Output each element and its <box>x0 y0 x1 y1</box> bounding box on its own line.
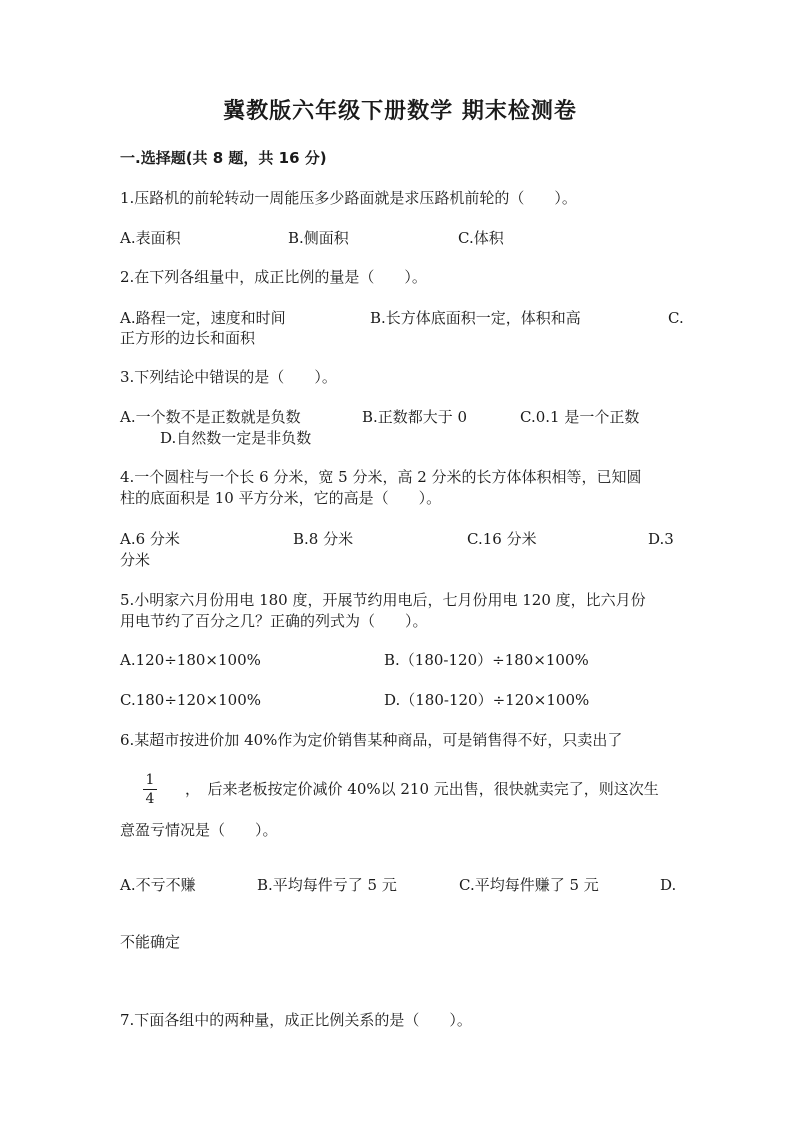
question-2-option-a: A.路程一定，速度和时间 <box>120 309 286 327</box>
question-2-option-c-label: C. <box>668 309 684 327</box>
question-3-option-b: B.正数都大于 0 <box>362 408 468 426</box>
question-3-option-a: A.一个数不是正数就是负数 <box>120 408 301 426</box>
question-4-option-d-label: D.3 <box>648 530 674 548</box>
question-1-option-a: A.表面积 <box>120 229 181 247</box>
fraction-denominator: 4 <box>145 791 155 807</box>
question-3-option-d: D.自然数一定是非负数 <box>160 429 312 447</box>
question-3-option-c: C.0.1 是一个正数 <box>520 408 640 426</box>
question-4-stem-line1: 4.一个圆柱与一个长 6 分米，宽 5 分米，高 2 分米的长方体体积相等，已知圆 <box>120 468 642 486</box>
question-6-option-d-label: D. <box>660 876 677 894</box>
question-2-stem: 2.在下列各组量中，成正比例的量是（ ）。 <box>120 268 427 286</box>
question-5-option-a: A.120÷180×100% <box>120 651 261 669</box>
question-2-option-c-text: 正方形的边长和面积 <box>120 329 256 347</box>
question-4-option-b: B.8 分米 <box>293 530 354 548</box>
question-5-option-d: D.（180-120）÷120×100% <box>384 691 590 709</box>
question-1-stem: 1.压路机的前轮转动一周能压多少路面就是求压路机前轮的（ ）。 <box>120 189 577 207</box>
question-5-option-b: B.（180-120）÷180×100% <box>384 651 589 669</box>
question-4-option-c: C.16 分米 <box>467 530 537 548</box>
question-1-option-b: B.侧面积 <box>288 229 349 247</box>
question-6-stem-line3: 意盈亏情况是（ ）。 <box>120 821 278 839</box>
question-2-option-b: B.长方体底面积一定，体积和高 <box>370 309 581 327</box>
section-heading: 一.选择题(共 8 题，共 16 分) <box>120 149 327 167</box>
question-1-option-c: C.体积 <box>458 229 504 247</box>
fraction-one-quarter <box>143 772 157 807</box>
question-7-stem: 7.下面各组中的两种量，成正比例关系的是（ ）。 <box>120 1011 472 1029</box>
question-3-stem: 3.下列结论中错误的是（ ）。 <box>120 368 337 386</box>
question-6-option-d-text: 不能确定 <box>120 933 181 951</box>
question-6-option-a: A.不亏不赚 <box>120 876 196 894</box>
question-4-option-d-text: 分米 <box>120 551 151 569</box>
question-4-stem-line2: 柱的底面积是 10 平方分米，它的高是（ ）。 <box>120 489 442 507</box>
question-5-option-c: C.180÷120×100% <box>120 691 261 709</box>
question-6-option-c: C.平均每件赚了 5 元 <box>459 876 599 894</box>
fraction-numerator: 1 <box>145 772 155 788</box>
page-title: 冀教版六年级下册数学 期末检测卷 <box>223 99 577 124</box>
fraction-bar <box>143 789 157 790</box>
question-5-stem-line1: 5.小明家六月份用电 180 度，开展节约用电后，七月份用电 120 度，比六月份 <box>120 591 646 609</box>
question-4-option-a: A.6 分米 <box>120 530 180 548</box>
question-5-stem-line2: 用电节约了百分之几？正确的列式为（ ）。 <box>120 612 428 630</box>
question-6-stem-line1: 6.某超市按进价加 40%作为定价销售某种商品，可是销售得不好，只卖出了 <box>120 731 623 749</box>
question-6-stem-line2: ， 后来老板按定价减价 40%以 210 元出售，很快就卖完了，则这次生 <box>185 780 659 798</box>
question-6-option-b: B.平均每件亏了 5 元 <box>257 876 397 894</box>
